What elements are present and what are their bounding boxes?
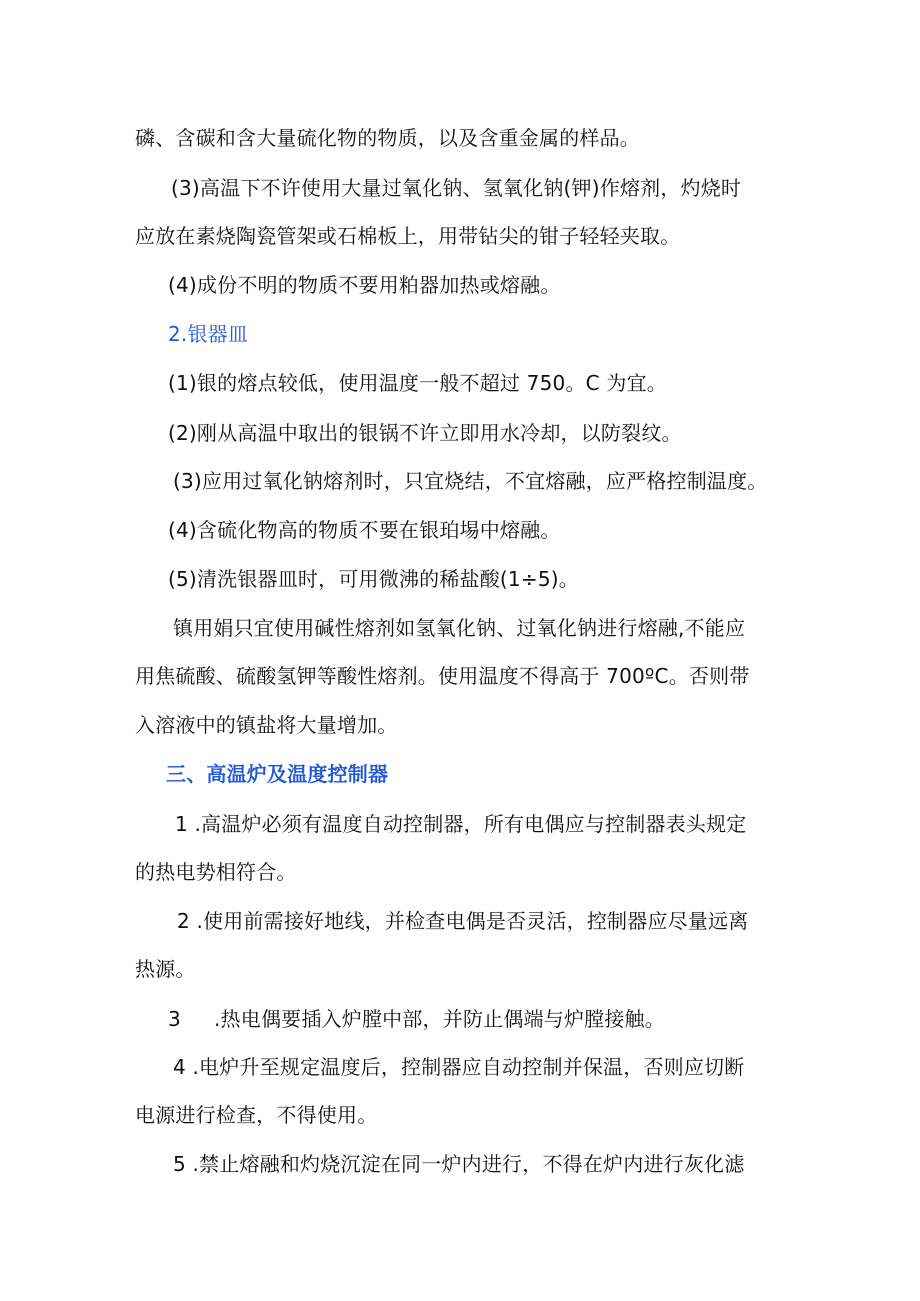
- paragraph-line: [168, 1005, 920, 1033]
- paragraph-line: (3)应用过氧化钠熔剂时，只宜烧结，不宜熔融，应严格控制温度。: [173, 469, 768, 493]
- paragraph-line: 镇用娟只宜使用碱性熔剂如氢氧化钠、过氧化钠进行熔融,不能应: [173, 616, 746, 640]
- paragraph-line: 5 .禁止熔融和灼烧沉淀在同一炉内进行，不得在炉内进行灰化滤: [173, 1152, 745, 1176]
- paragraph-line: 入溶液中的镇盐将大量增加。: [135, 713, 398, 737]
- paragraph-line: 应放在素烧陶瓷管架或石棉板上，用带钻尖的钳子轻轻夹取。: [135, 224, 681, 248]
- item-text: .热电偶要插入炉膛中部，并防止偶端与炉膛接触。: [214, 1007, 665, 1031]
- paragraph-line: 磷、含碳和含大量硫化物的物质，以及含重金属的样品。: [135, 126, 640, 150]
- item-number: 3: [168, 1007, 181, 1031]
- chapter-heading: 三、高温炉及温度控制器: [166, 762, 389, 786]
- section-heading: 2.银器皿: [168, 322, 249, 346]
- paragraph-line: 2 .使用前需接好地线，并检查电偶是否灵活，控制器应尽量远离: [177, 909, 749, 933]
- paragraph-line: 用焦硫酸、硫酸氢钾等酸性熔剂。使用温度不得高于 700ºC。否则带: [135, 664, 750, 688]
- paragraph-line: 的热电势相符合。: [135, 860, 297, 884]
- paragraph-line: (5)清洗银器皿时，可用微沸的稀盐酸(1÷5)。: [168, 567, 579, 591]
- paragraph-line: (2)刚从高温中取出的银锅不许立即用水冷却，以防裂纹。: [168, 421, 682, 445]
- paragraph-line: (4)含硫化物高的物质不要在银珀埸中熔融。: [168, 518, 561, 542]
- paragraph-line: (1)银的熔点较低，使用温度一般不超过 750。C 为宜。: [168, 371, 667, 395]
- paragraph-line: (4)成份不明的物质不要用粕器加热或熔融。: [168, 273, 561, 297]
- paragraph-line: 1 .高温炉必须有温度自动控制器，所有电偶应与控制器表头规定: [175, 812, 747, 836]
- paragraph-line: 4 .电炉升至规定温度后，控制器应自动控制并保温，否则应切断: [173, 1055, 745, 1079]
- paragraph-line: 电源进行检查，不得使用。: [135, 1103, 378, 1127]
- paragraph-line: 热源。: [135, 957, 196, 981]
- paragraph-line: (3)高温下不许使用大量过氧化钠、氢氧化钠(钾)作熔剂，灼烧时: [171, 176, 742, 200]
